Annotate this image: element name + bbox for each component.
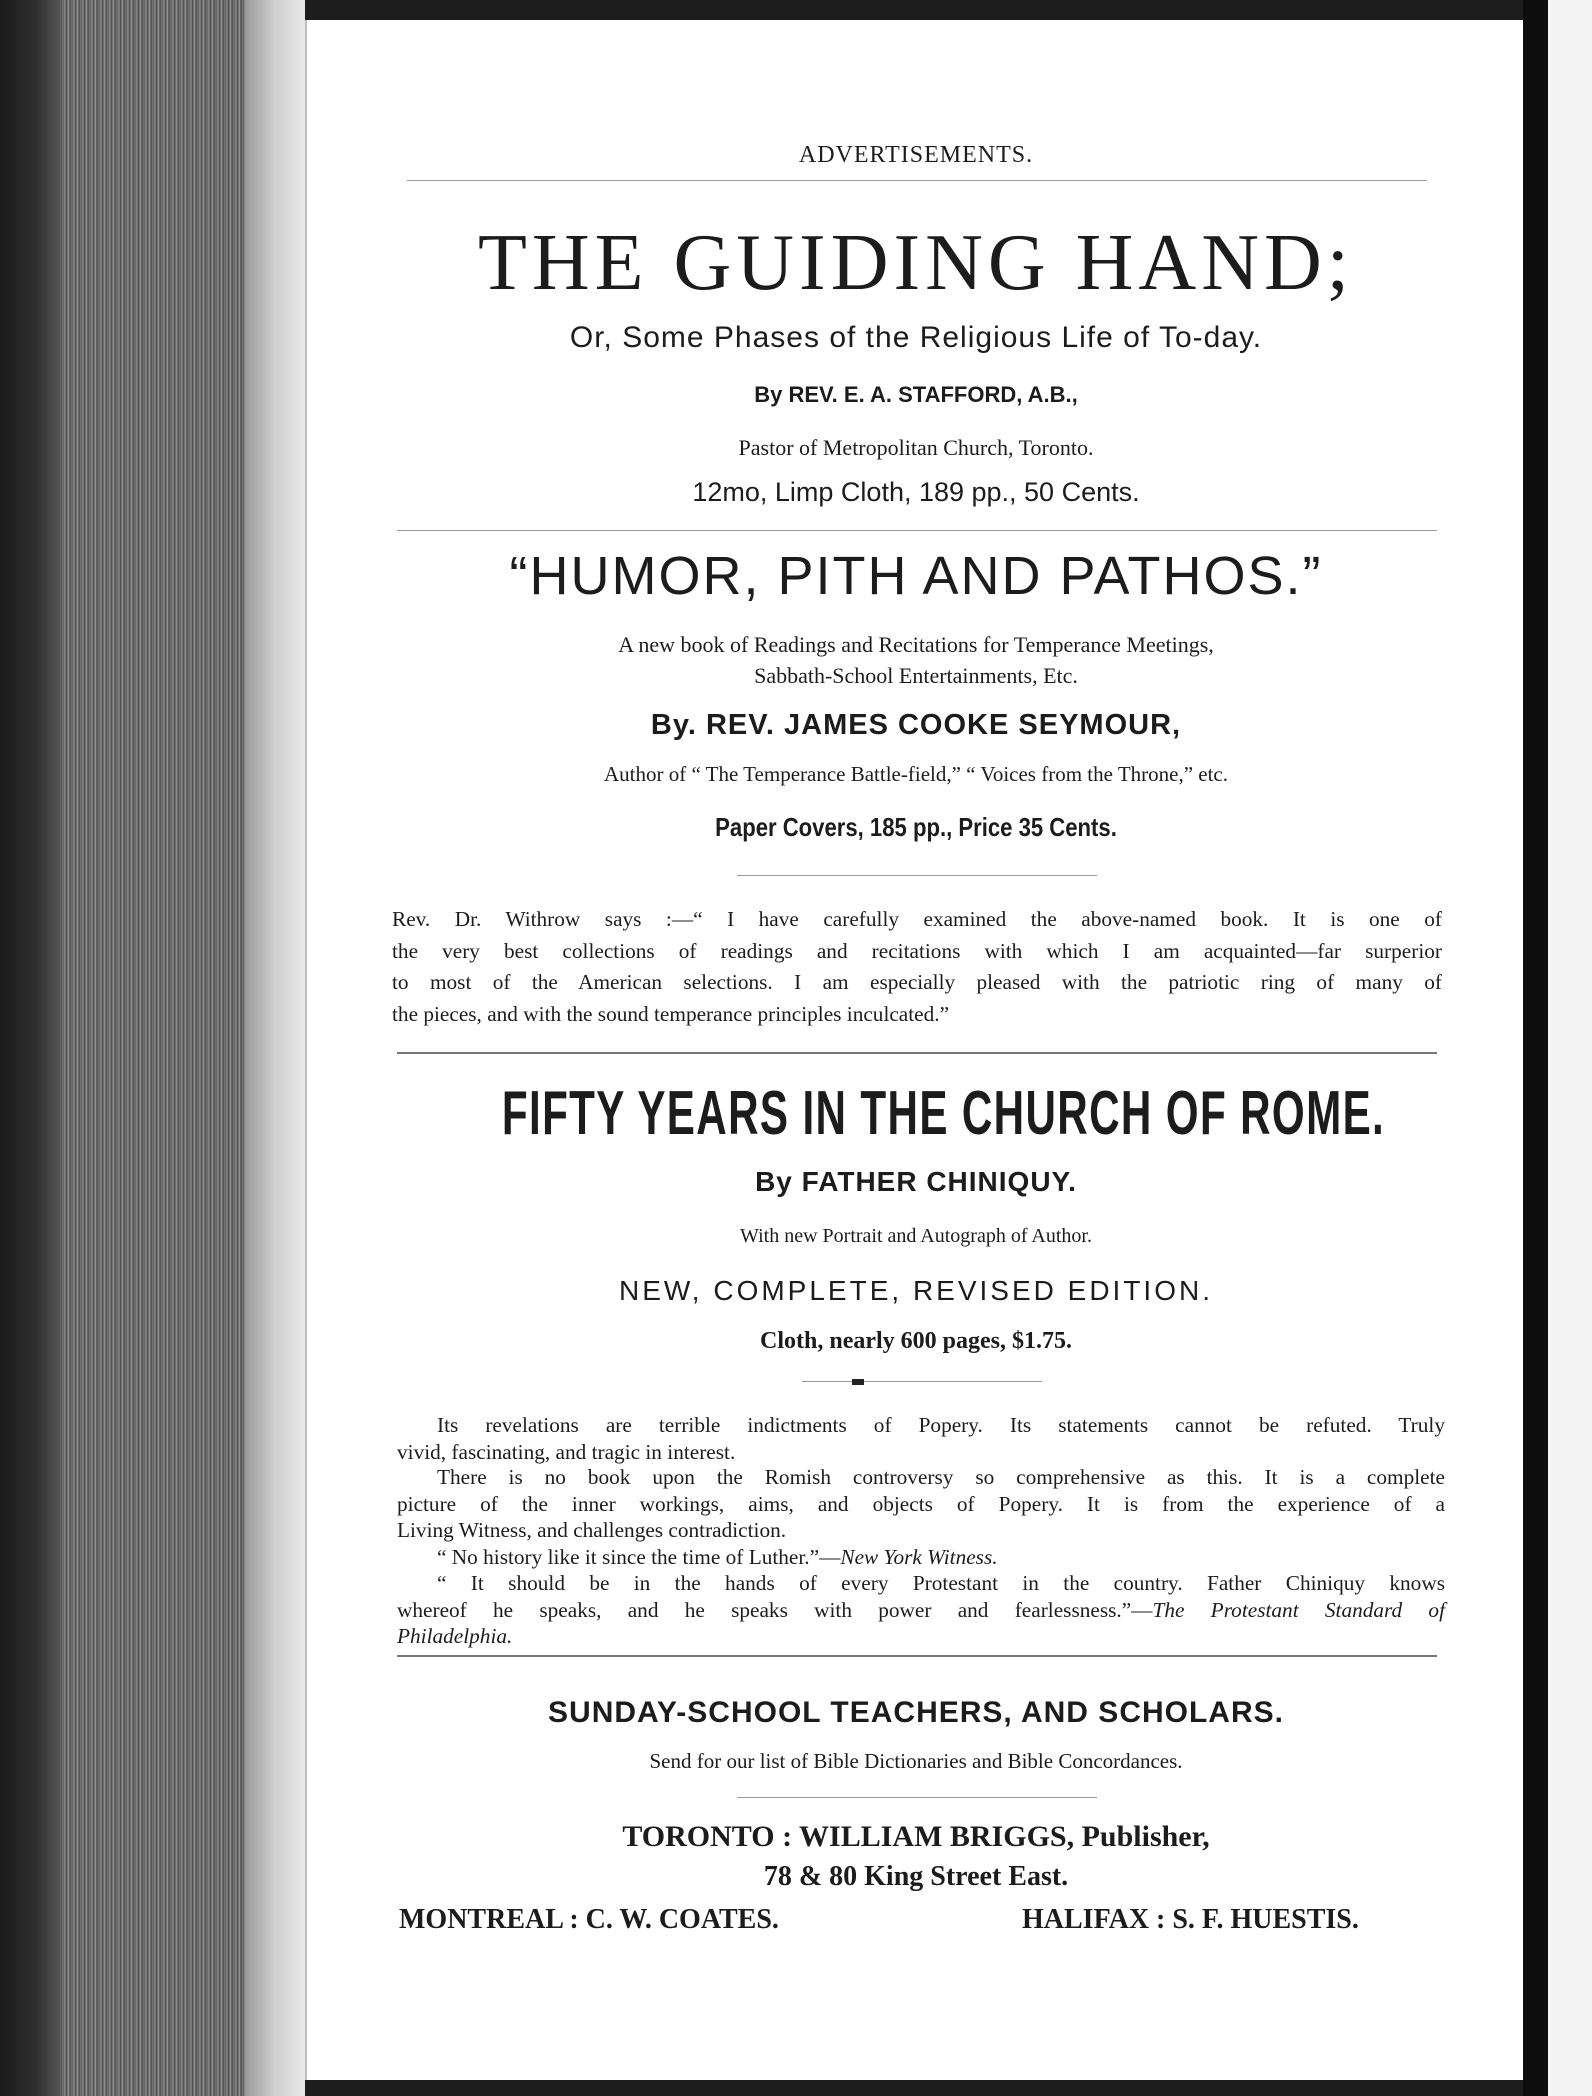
sunday-school-text: Send for our list of Bible Dictionaries and Bible Concordances. [649, 1749, 1183, 1773]
book2-review [392, 904, 1442, 1030]
advertisement-page [305, 20, 1525, 2080]
publisher-montreal: MONTREAL : C. W. COATES. [399, 1904, 779, 1935]
review-line: Rev. Dr. Withrow says :—“ I have carefully examined the above-named book. It is one of [392, 907, 1442, 931]
book3-quote2 [397, 1570, 1445, 1650]
divider-ornament [852, 1379, 864, 1385]
review-line: the pieces, and with the sound temperance principles inculcated.” [392, 1001, 950, 1026]
book3-title: FIFTY YEARS IN THE CHURCH OF ROME. [501, 1079, 1386, 1148]
publisher-halifax: HALIFAX : S. F. HUESTIS. [1022, 1904, 1359, 1935]
review-line: to most of the American selections. I am especially pleased with the patriotic ring of many of [392, 970, 1442, 994]
book1-subtitle: Or, Some Phases of the Religious Life of To-day. [569, 321, 1263, 354]
blurb-line: vivid, fascinating, and tragic in interest. [397, 1439, 736, 1464]
book1-author: By REV. E. A. STAFFORD, A.B., [754, 382, 1078, 407]
divider [397, 1655, 1437, 1657]
divider [407, 180, 1427, 181]
book2-description-line1: A new book of Readings and Recitations for Temperance Meetings, [618, 632, 1214, 657]
book3-blurb1 [397, 1412, 1445, 1465]
book1-author-role: Pastor of Metropolitan Church, Toronto. [738, 435, 1094, 460]
book2-author: By. REV. JAMES COOKE SEYMOUR, [650, 709, 1182, 741]
book3-details: Cloth, nearly 600 pages, $1.75. [760, 1328, 1072, 1354]
quote-text: “ No history like it since the time of Luther.”— [437, 1545, 841, 1569]
book-inner-edge [245, 0, 305, 2096]
book-gutter [1523, 0, 1548, 2096]
divider [737, 1797, 1097, 1798]
divider [737, 875, 1097, 876]
book2-author-works: Author of “ The Temperance Battle-field,” “ Voices from the Throne,” etc. [603, 762, 1229, 786]
quote-line: “ It should be in the hands of every Protestant in the country. Father Chiniquy knows [437, 1571, 1445, 1595]
publisher-address: 78 & 80 King Street East. [763, 1861, 1069, 1892]
quote-source: The Protestant Standard of [1152, 1597, 1445, 1622]
book3-portrait-note: With new Portrait and Autograph of Author. [740, 1225, 1092, 1247]
blurb-line: picture of the inner workings, aims, and objects of Popery. It is from the experience of a [397, 1491, 1445, 1516]
next-page-edge [1548, 0, 1592, 2096]
quote-line [397, 1544, 1445, 1571]
quote-line [397, 1623, 1445, 1650]
page-header: ADVERTISEMENTS. [798, 142, 1034, 168]
book1-title: THE GUIDING HAND; [478, 219, 1354, 307]
divider [397, 1052, 1437, 1054]
blurb-line: Its revelations are terrible indictments of Popery. Its statements cannot be refuted. Truly [437, 1413, 1445, 1437]
publisher-line1: TORONTO : WILLIAM BRIGGS, Publisher, [622, 1820, 1210, 1853]
quote-source: Philadelphia. [397, 1624, 513, 1648]
book2-title: “HUMOR, PITH AND PATHOS.” [509, 546, 1323, 606]
book1-details: 12mo, Limp Cloth, 189 pp., 50 Cents. [692, 477, 1140, 507]
sunday-school-heading: SUNDAY-SCHOOL TEACHERS, AND SCHOLARS. [548, 1696, 1284, 1729]
book3-edition: NEW, COMPLETE, REVISED EDITION. [619, 1275, 1213, 1306]
blurb-line: Living Witness, and challenges contradiction. [397, 1518, 787, 1542]
quote-text: whereof he speaks, and he speaks with power and fearlessness.”— [397, 1597, 1153, 1622]
divider [397, 530, 1437, 531]
divider [802, 1381, 1042, 1382]
book2-details: Paper Covers, 185 pp., Price 35 Cents. [715, 812, 1117, 842]
blurb-line: There is no book upon the Romish controversy so comprehensive as this. It is a complete [437, 1465, 1445, 1489]
book2-description-line2: Sabbath-School Entertainments, Etc. [754, 663, 1078, 688]
book-cover-shadow [0, 0, 60, 2096]
review-line: the very best collections of readings and recitations with which I am acquainted—far surperior [392, 938, 1442, 963]
book3-author: By FATHER CHINIQUY. [755, 1166, 1077, 1197]
book3-blurb2 [397, 1464, 1445, 1544]
quote-source: New York Witness. [840, 1545, 998, 1569]
quote-line [397, 1597, 1445, 1624]
book3-quote1 [397, 1544, 1445, 1571]
